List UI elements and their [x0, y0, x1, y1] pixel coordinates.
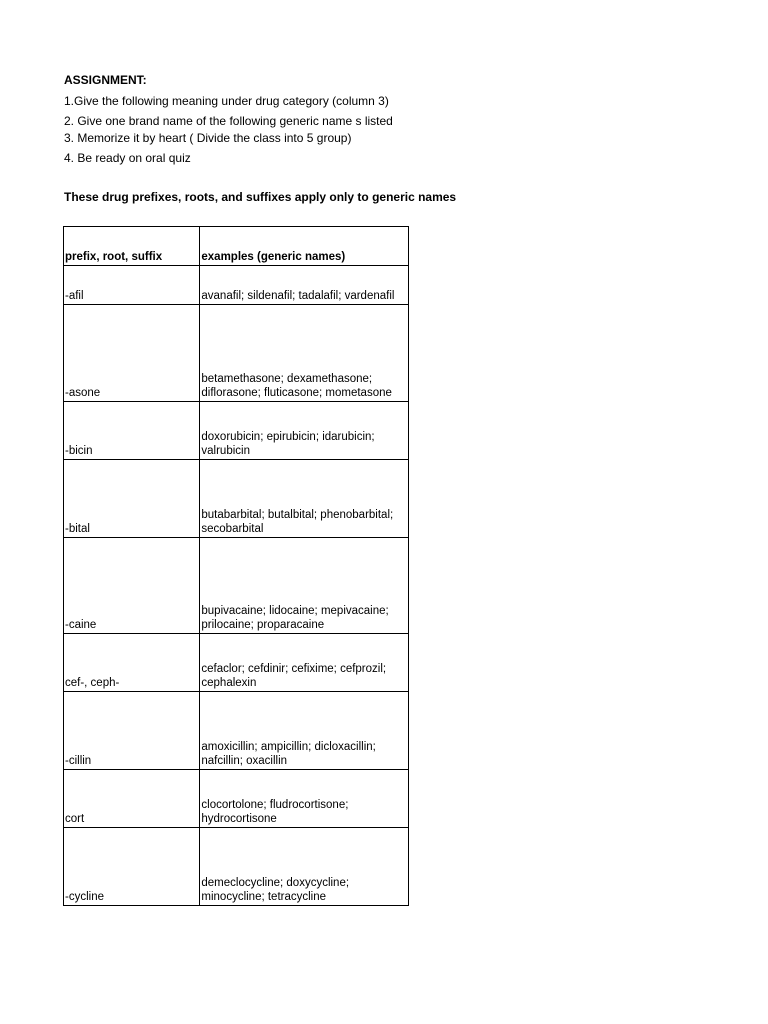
- examples-cell: cefaclor; cefdinir; cefixime; cefprozil; cephalexin: [200, 634, 409, 692]
- examples-cell: amoxicillin; ampicillin; dicloxacillin; nafcillin; oxacillin: [200, 692, 409, 770]
- assignment-item-3: 3. Memorize it by heart ( Divide the class into 5 group): [64, 131, 352, 145]
- affix-cell: cort: [64, 770, 200, 828]
- examples-cell: demeclocycline; doxycycline; minocycline; tetracycline: [200, 828, 409, 906]
- affix-cell: -afil: [64, 266, 200, 305]
- table-row: [64, 305, 409, 402]
- assignment-heading: ASSIGNMENT:: [64, 73, 147, 87]
- affix-cell: -bicin: [64, 402, 200, 460]
- table-row: [64, 770, 409, 828]
- table-header-row: [64, 227, 409, 266]
- affix-cell: -cycline: [64, 828, 200, 906]
- affix-cell: -bital: [64, 460, 200, 538]
- affix-cell: cef-, ceph-: [64, 634, 200, 692]
- affix-cell: -asone: [64, 305, 200, 402]
- table-row: [64, 692, 409, 770]
- assignment-item-2: 2. Give one brand name of the following generic name s listed: [64, 114, 393, 128]
- examples-cell: betamethasone; dexamethasone; diflorasone; fluticasone; mometasone: [200, 305, 409, 402]
- affix-cell: -cillin: [64, 692, 200, 770]
- header-examples: examples (generic names): [200, 227, 409, 266]
- table-row: [64, 460, 409, 538]
- assignment-item-4: 4. Be ready on oral quiz: [64, 151, 191, 165]
- header-prefix-root-suffix: prefix, root, suffix: [64, 227, 200, 266]
- examples-cell: clocortolone; fludrocortisone; hydrocortisone: [200, 770, 409, 828]
- table-row: [64, 266, 409, 305]
- examples-cell: doxorubicin; epirubicin; idarubicin; valrubicin: [200, 402, 409, 460]
- drug-affix-table: [63, 226, 409, 906]
- table-row: [64, 828, 409, 906]
- examples-cell: bupivacaine; lidocaine; mepivacaine; prilocaine; proparacaine: [200, 538, 409, 634]
- table-row: [64, 538, 409, 634]
- examples-cell: butabarbital; butalbital; phenobarbital; secobarbital: [200, 460, 409, 538]
- table-row: [64, 402, 409, 460]
- table-row: [64, 634, 409, 692]
- examples-cell: avanafil; sildenafil; tadalafil; vardenafil: [200, 266, 409, 305]
- intro-text: These drug prefixes, roots, and suffixes apply only to generic names: [64, 190, 457, 204]
- affix-cell: -caine: [64, 538, 200, 634]
- assignment-item-1: 1.Give the following meaning under drug category (column 3): [64, 94, 389, 108]
